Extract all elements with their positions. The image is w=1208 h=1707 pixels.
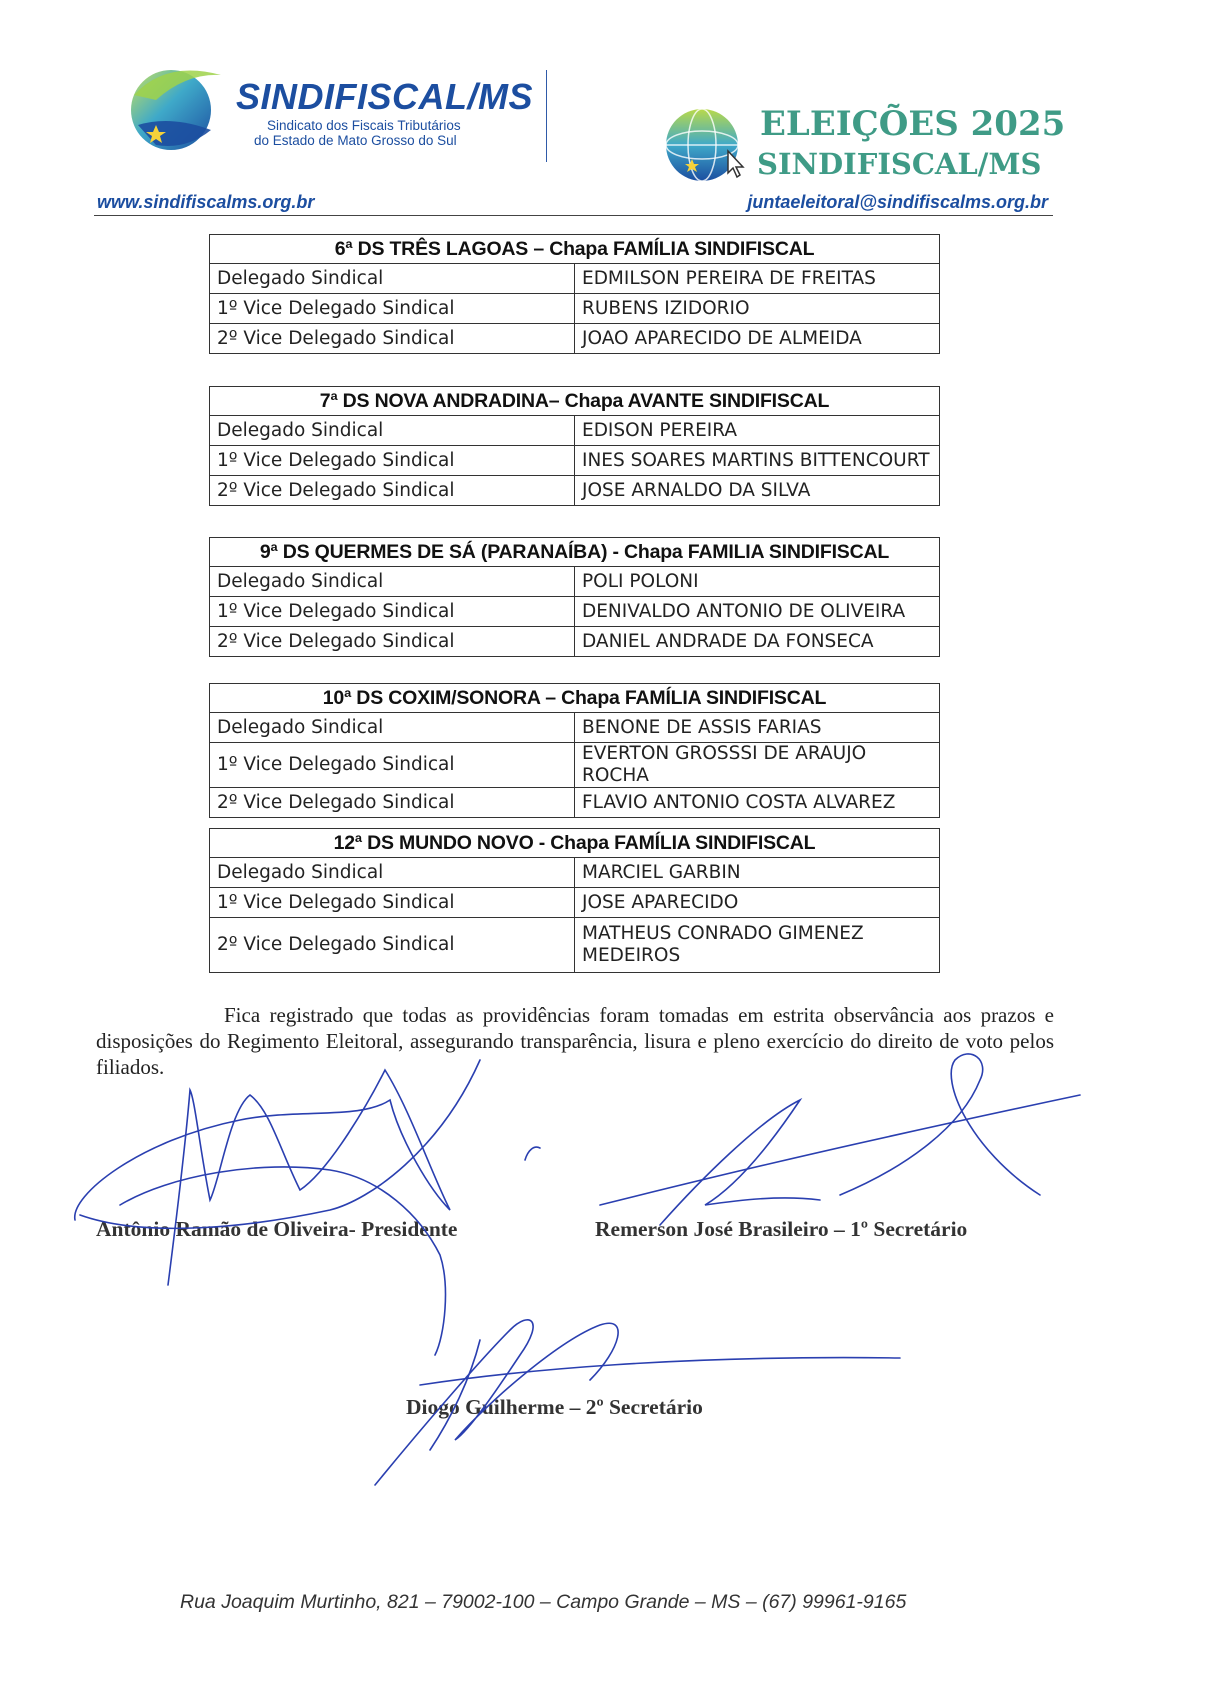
- ds-table-mundo-novo: [209, 828, 940, 973]
- name-cell: FLAVIO ANTONIO COSTA ALVAREZ: [575, 788, 940, 818]
- website-link[interactable]: www.sindifiscalms.org.br: [97, 192, 315, 212]
- name-cell: INES SOARES MARTINS BITTENCOURT: [575, 446, 940, 476]
- org-subtitle-line1: Sindicato dos Fiscais Tributários: [267, 118, 461, 133]
- signature-first-secretary: Remerson José Brasileiro – 1º Secretário: [595, 1217, 968, 1241]
- sindifiscal-logo-icon: [126, 55, 226, 155]
- table-row: [210, 597, 940, 627]
- table-row: [210, 416, 940, 446]
- role-cell: 1º Vice Delegado Sindical: [210, 294, 575, 324]
- table-row: [210, 264, 940, 294]
- election-globe-icon: [662, 103, 750, 185]
- table-row: [210, 888, 940, 918]
- signature-scribble-president: [75, 1070, 450, 1285]
- signature-scribble-first-secretary: [600, 1095, 1080, 1205]
- name-cell: EDISON PEREIRA: [575, 416, 940, 446]
- table-heading: 6ª DS TRÊS LAGOAS – Chapa FAMÍLIA SINDIFISCAL: [210, 235, 940, 264]
- name-cell: BENONE DE ASSIS FARIAS: [575, 713, 940, 743]
- name-cell: RUBENS IZIDORIO: [575, 294, 940, 324]
- footer-address: Rua Joaquim Murtinho, 821 – 79002-100 – Campo Grande – MS – (67) 99961-9165: [180, 1591, 907, 1613]
- role-cell: 1º Vice Delegado Sindical: [210, 446, 575, 476]
- role-cell: Delegado Sindical: [210, 713, 575, 743]
- role-cell: Delegado Sindical: [210, 264, 575, 294]
- election-title: ELEIÇÕES 2025: [760, 104, 1066, 144]
- header-divider: [546, 70, 547, 162]
- role-cell: 2º Vice Delegado Sindical: [210, 788, 575, 818]
- ds-table-nova-andradina: [209, 386, 940, 506]
- role-cell: 2º Vice Delegado Sindical: [210, 627, 575, 657]
- ds-table-coxim-sonora: [209, 683, 940, 818]
- signature-scribble-second-secretary: [420, 1358, 900, 1385]
- table-row: [210, 476, 940, 506]
- signature-scribble-president: [80, 1060, 480, 1228]
- table-row: [210, 788, 940, 818]
- role-cell: Delegado Sindical: [210, 416, 575, 446]
- email-link[interactable]: juntaeleitoral@sindifiscalms.org.br: [747, 192, 1048, 212]
- table-heading: 9ª DS QUERMES DE SÁ (PARANAÍBA) - Chapa FAMILIA SINDIFISCAL: [210, 538, 940, 567]
- table-heading: 12ª DS MUNDO NOVO - Chapa FAMÍLIA SINDIFISCAL: [210, 829, 940, 858]
- name-cell: DENIVALDO ANTONIO DE OLIVEIRA: [575, 597, 940, 627]
- header-rule: [94, 215, 1053, 216]
- signature-scribble-president: [120, 1167, 445, 1355]
- signature-president: Antônio Ramão de Oliveira- Presidente: [96, 1217, 458, 1241]
- ds-table-paranaiba: [209, 537, 940, 657]
- name-cell: EDMILSON PEREIRA DE FREITAS: [575, 264, 940, 294]
- table-row: [210, 918, 940, 973]
- org-subtitle-line2: do Estado de Mato Grosso do Sul: [254, 133, 457, 148]
- org-name: SINDIFISCAL/MS: [236, 76, 534, 117]
- name-cell: JOAO APARECIDO DE ALMEIDA: [575, 324, 940, 354]
- table-row: [210, 627, 940, 657]
- role-cell: 2º Vice Delegado Sindical: [210, 476, 575, 506]
- name-cell: JOSE ARNALDO DA SILVA: [575, 476, 940, 506]
- signature-scribble-first-secretary: [660, 1100, 820, 1225]
- table-row: [210, 294, 940, 324]
- role-cell: 1º Vice Delegado Sindical: [210, 597, 575, 627]
- signature-scribble-president: [525, 1147, 540, 1160]
- name-cell: EVERTON GROSSSI DE ARAUJO ROCHA: [575, 743, 940, 788]
- table-row: [210, 858, 940, 888]
- table-row: [210, 567, 940, 597]
- role-cell: Delegado Sindical: [210, 567, 575, 597]
- role-cell: 2º Vice Delegado Sindical: [210, 324, 575, 354]
- name-cell: MARCIEL GARBIN: [575, 858, 940, 888]
- role-cell: 2º Vice Delegado Sindical: [210, 918, 575, 973]
- table-row: [210, 324, 940, 354]
- role-cell: 1º Vice Delegado Sindical: [210, 743, 575, 788]
- election-subtitle: SINDIFISCAL/MS: [757, 147, 1042, 181]
- table-heading: 10ª DS COXIM/SONORA – Chapa FAMÍLIA SINDIFISCAL: [210, 684, 940, 713]
- table-row: [210, 446, 940, 476]
- name-cell: JOSE APARECIDO: [575, 888, 940, 918]
- ds-table-tres-lagoas: [209, 234, 940, 354]
- table-row: [210, 713, 940, 743]
- table-heading: 7ª DS NOVA ANDRADINA– Chapa AVANTE SINDIFISCAL: [210, 387, 940, 416]
- role-cell: Delegado Sindical: [210, 858, 575, 888]
- role-cell: 1º Vice Delegado Sindical: [210, 888, 575, 918]
- table-row: [210, 743, 940, 788]
- closing-paragraph: Fica registrado que todas as providências foram tomadas em estrita observância aos prazos e disposições do Regimento Eleitoral, assegurando transparência, lisura e pleno exercício do direito de voto pelos filiados.: [96, 1003, 1054, 1079]
- name-cell: DANIEL ANDRADE DA FONSECA: [575, 627, 940, 657]
- signature-second-secretary: Diogo Guilherme – 2º Secretário: [406, 1395, 703, 1419]
- name-cell: MATHEUS CONRADO GIMENEZ MEDEIROS: [575, 918, 940, 973]
- name-cell: POLI POLONI: [575, 567, 940, 597]
- handwritten-signatures: [0, 1030, 1208, 1530]
